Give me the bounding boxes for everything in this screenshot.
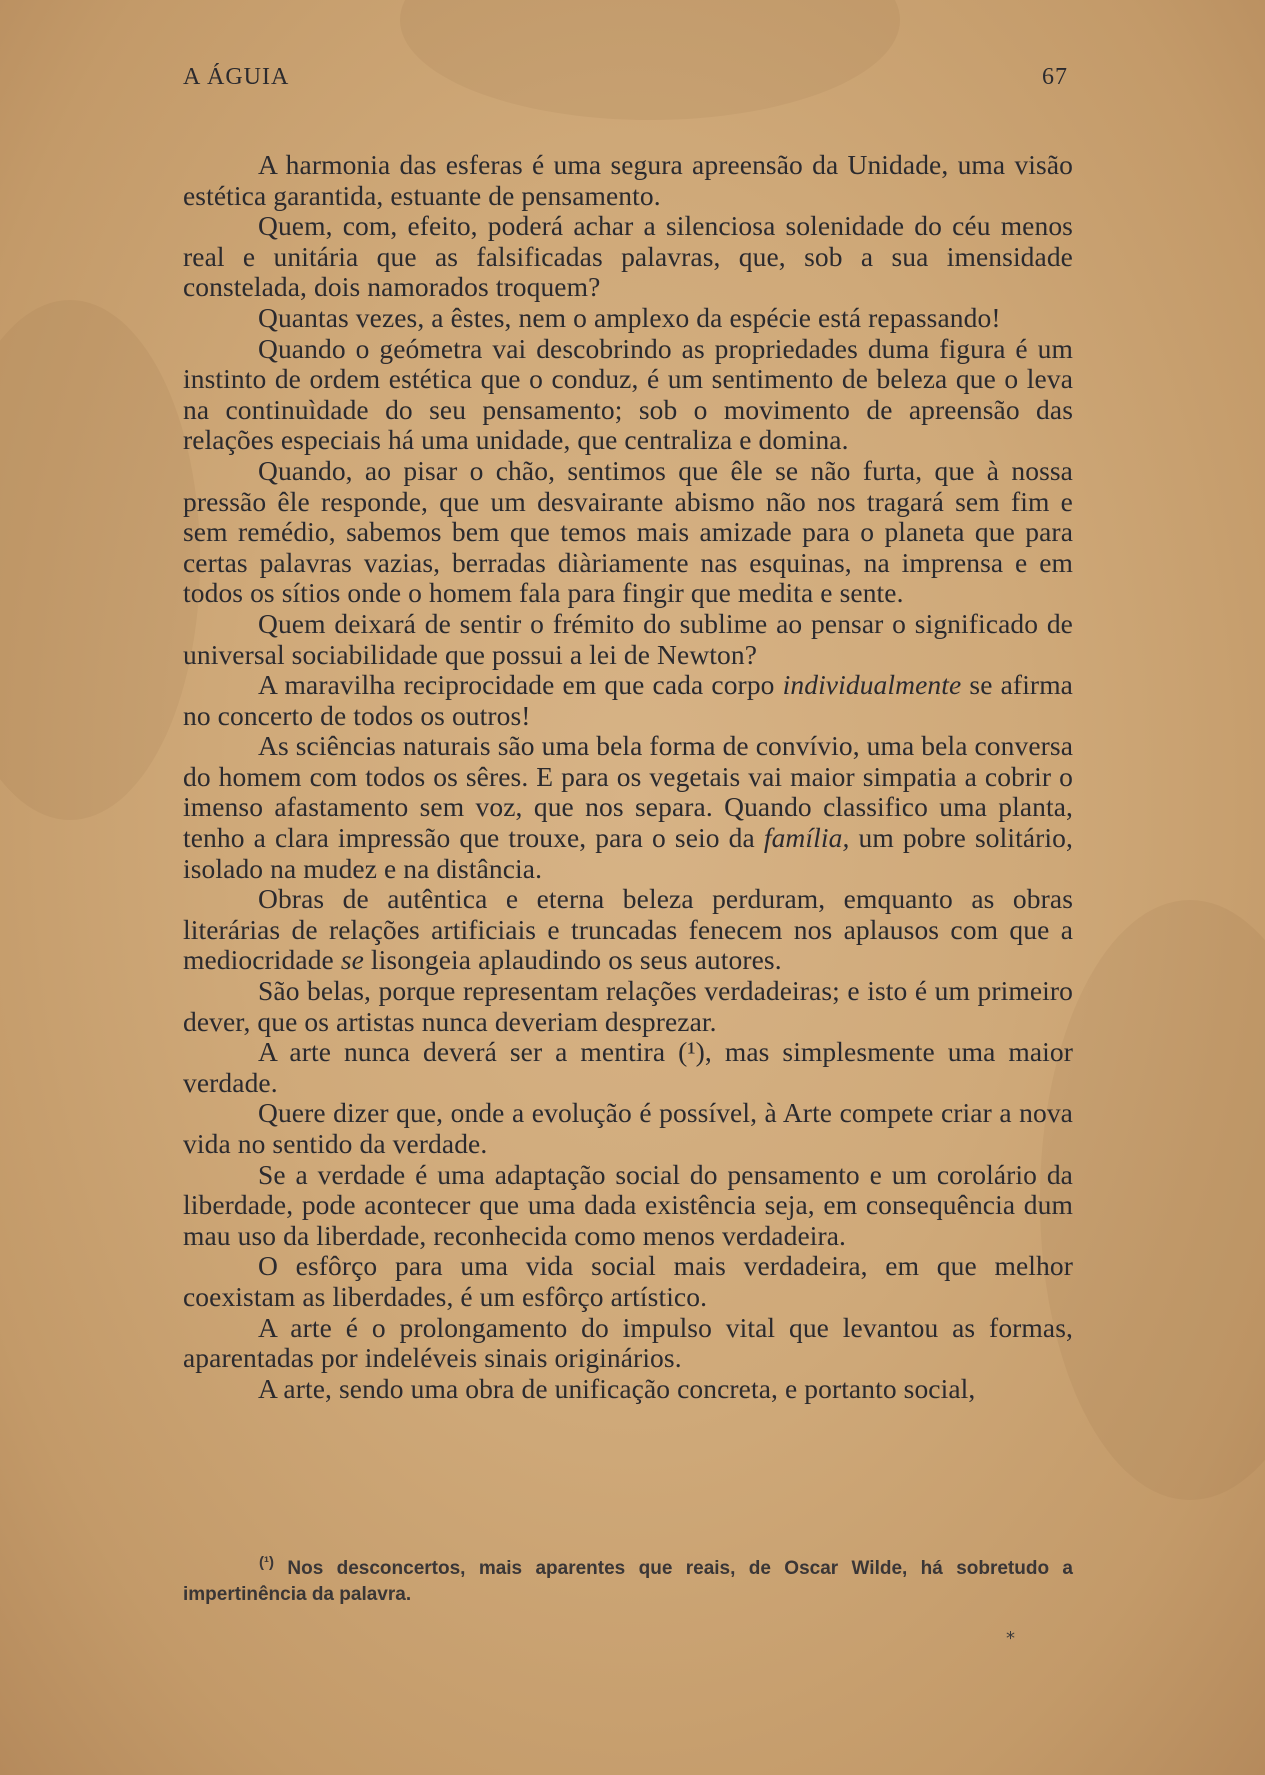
paragraph: A arte, sendo uma obra de unificação concreta, e portanto social,: [258, 1372, 976, 1404]
paragraph-text: A maravilha reciprocidade em que cada corpo: [258, 669, 783, 701]
paragraph-text: As sciências naturais são uma bela forma de convívio, uma bela conversa do homem com todos os sêres. E para os vegetais vai maior simpatia a cobrir o imenso afastamento sem voz, que nos separa. Quando classifico uma planta, tenho a clara impressão que trouxe, para o seio da: [183, 730, 1074, 854]
footnote-text: Nos desconcertos, mais aparentes que reais, de Oscar Wilde, há sobretudo a impertinência da palavra.: [183, 1558, 1074, 1605]
paragraph-text: lisongeia aplaudindo os seus autores.: [363, 944, 782, 976]
emphasis: individualmente: [782, 669, 962, 701]
main-text: [183, 150, 1073, 1404]
emphasis: se: [340, 944, 364, 976]
footnote-mark: (¹): [259, 1553, 274, 1571]
paragraph: A arte é o prolongamento do impulso vital que levantou as formas, aparentadas por indeléveis sinais originários.: [183, 1311, 1073, 1374]
paragraph: Quem, com, efeito, poderá achar a silenciosa solenidade do céu menos real e unitária que as falsificadas palavras, que, sob a sua imensidade constelada, dois namorados troquem?: [183, 210, 1073, 303]
footnote: [183, 1553, 1074, 1608]
paragraph: Quantas vezes, a êstes, nem o amplexo da espécie está repassando!: [258, 301, 1001, 333]
paragraph: [183, 670, 1073, 731]
paragraph: Quere dizer que, onde a evolução é possível, à Arte compete criar a nova vida no sentido da verdade.: [183, 1097, 1073, 1159]
paragraph: O esfôrço para uma vida social mais verdadeira, em que melhor coexistam as liberdades, é um esfôrço artístico.: [183, 1250, 1073, 1312]
paragraph: A arte nunca deverá ser a mentira (¹), mas simplesmente uma maior verdade.: [183, 1036, 1073, 1098]
printer-mark: *: [1006, 1628, 1015, 1649]
paragraph: A harmonia das esferas é uma segura apreensão da Unidade, uma visão estética garantida, estuante de pensamento.: [183, 149, 1073, 211]
paragraph-text: Obras de autêntica e eterna beleza perduram, emquanto as obras literárias de relações artificiais e truncadas fenecem nos aplausos com que a mediocridade: [183, 883, 1073, 976]
paragraph: Quem deixará de sentir o frémito do sublime ao pensar o significado de universal sociabilidade que possui a lei de Newton?: [183, 607, 1073, 670]
paper-stain: [1040, 900, 1265, 1500]
paragraph-text: se afirma no concerto de todos os outros!: [183, 669, 1073, 731]
paragraph: Quando o geómetra vai descobrindo as propriedades duma figura é um instinto de ordem estética que o conduz, é um sentimento de beleza que o leva na continuìdade do seu pensamento; sob o movimento de apreensão das relações especiais há uma unidade, que centraliza e domina.: [183, 332, 1073, 456]
running-title: A ÁGUIA: [183, 64, 290, 90]
page-number: 67: [1042, 64, 1068, 90]
paragraph: [183, 731, 1073, 884]
paper-stain: [0, 300, 200, 820]
emphasis: família,: [763, 822, 850, 854]
paragraph-text: um pobre solitário, isolado na mudez e na distância.: [183, 822, 1073, 884]
paragraph: Se a verdade é uma adaptação social do pensamento e um corolário da liberdade, pode acontecer que uma dada existência seja, em consequência dum mau uso da liberdade, reconhecida como menos verdadeira.: [183, 1158, 1073, 1251]
page-header: [183, 64, 1068, 104]
paragraph: [183, 884, 1073, 976]
paragraph: Quando, ao pisar o chão, sentimos que êle se não furta, que à nossa pressão êle responde, que um desvairante abismo não nos tragará sem fim e sem remédio, sabemos bem que temos mais amizade para o planeta que para certas palavras vazias, berradas diàriamente nas esquinas, na imprensa e em todos os sítios onde o homem fala para fingir que medita e sente.: [183, 454, 1073, 609]
paragraph: São belas, porque representam relações verdadeiras; e isto é um primeiro dever, que os artistas nunca deveriam desprezar.: [183, 975, 1073, 1037]
